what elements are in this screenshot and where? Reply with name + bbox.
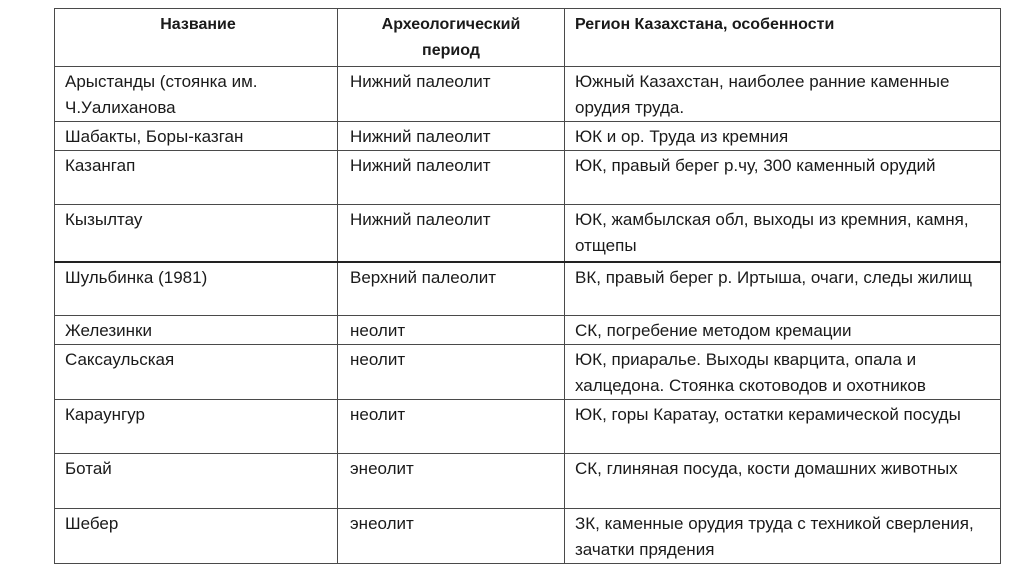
- site-period: энеолит: [338, 509, 565, 564]
- site-region: ВК, правый берег р. Иртыша, очаги, следы жилищ: [565, 262, 1001, 316]
- table-row: [55, 316, 1001, 345]
- archaeology-sites-table: [54, 8, 1001, 564]
- site-name: Саксаульская: [55, 345, 338, 400]
- site-region: СК, погребение методом кремации: [565, 316, 1001, 345]
- table-row: [55, 345, 1001, 400]
- header-period: Археологический период: [338, 9, 565, 67]
- site-period: Нижний палеолит: [338, 205, 565, 262]
- site-period: Нижний палеолит: [338, 67, 565, 122]
- site-name: Ботай: [55, 454, 338, 509]
- table-row: [55, 151, 1001, 205]
- site-name: Караунгур: [55, 400, 338, 454]
- table-row: [55, 122, 1001, 151]
- site-region: СК, глиняная посуда, кости домашних животных: [565, 454, 1001, 509]
- site-period: Нижний палеолит: [338, 151, 565, 205]
- table-row: [55, 509, 1001, 564]
- site-region: ЗК, каменные орудия труда с техникой сверления, зачатки прядения: [565, 509, 1001, 564]
- site-region: Южный Казахстан, наиболее ранние каменные орудия труда.: [565, 67, 1001, 122]
- site-period: Нижний палеолит: [338, 122, 565, 151]
- site-period: энеолит: [338, 454, 565, 509]
- site-name: Казангап: [55, 151, 338, 205]
- archaeology-table-document: [54, 8, 1000, 564]
- header-region: Регион Казахстана, особенности: [565, 9, 1001, 67]
- site-name: Кызылтау: [55, 205, 338, 262]
- site-region: ЮК, правый берег р.чу, 300 каменный орудий: [565, 151, 1001, 205]
- table-row: [55, 454, 1001, 509]
- site-period: неолит: [338, 400, 565, 454]
- site-name: Железинки: [55, 316, 338, 345]
- site-region: ЮК и ор. Труда из кремния: [565, 122, 1001, 151]
- site-region: ЮК, приаралье. Выходы кварцита, опала и халцедона. Стоянка скотоводов и охотников: [565, 345, 1001, 400]
- site-period: неолит: [338, 316, 565, 345]
- site-name: Шабакты, Боры-казган: [55, 122, 338, 151]
- table-header-row: [55, 9, 1001, 67]
- site-name: Арыстанды (стоянка им. Ч.Уалиханова: [55, 67, 338, 122]
- site-name: Шебер: [55, 509, 338, 564]
- header-name: Название: [55, 9, 338, 67]
- site-region: ЮК, горы Каратау, остатки керамической посуды: [565, 400, 1001, 454]
- table-row: [55, 262, 1001, 316]
- table-row: [55, 205, 1001, 262]
- site-name: Шульбинка (1981): [55, 262, 338, 316]
- site-region: ЮК, жамбылская обл, выходы из кремния, камня, отщепы: [565, 205, 1001, 262]
- table-row: [55, 67, 1001, 122]
- table-row: [55, 400, 1001, 454]
- site-period: неолит: [338, 345, 565, 400]
- site-period: Верхний палеолит: [338, 262, 565, 316]
